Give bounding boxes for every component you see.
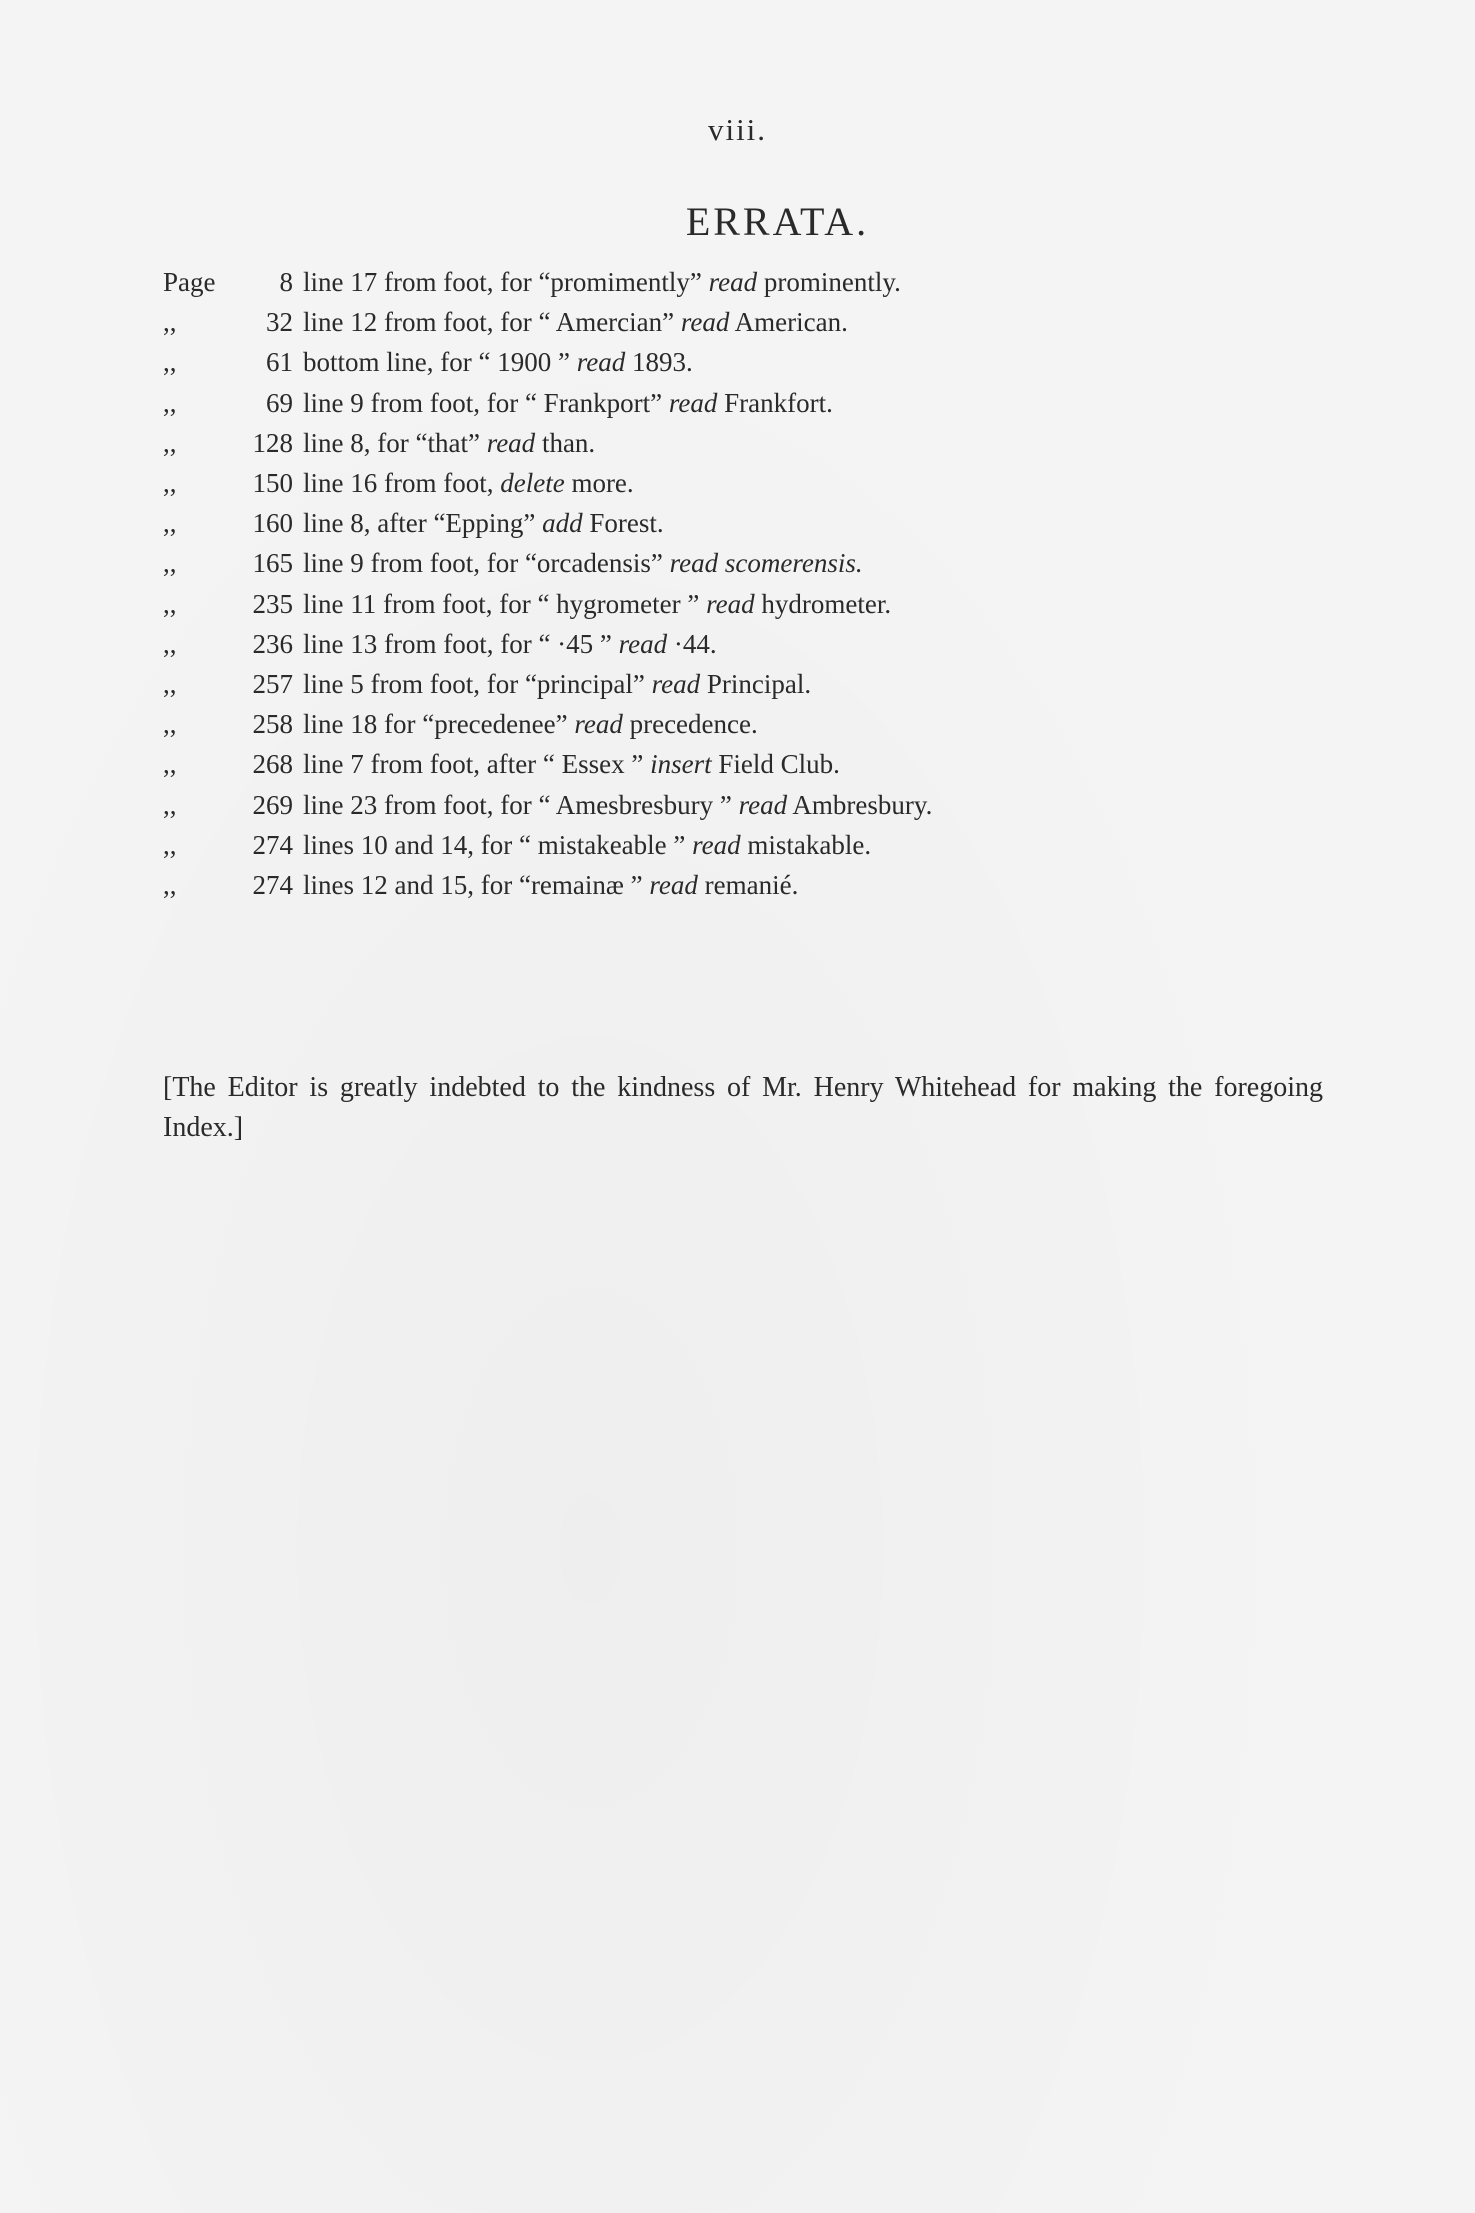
errata-entry (163, 342, 932, 382)
errata-entry (163, 664, 932, 704)
errata-entry (163, 785, 932, 825)
errata-page: 32 (266, 307, 293, 338)
errata-directive: read (576, 347, 626, 378)
errata-prefix: ,, (163, 709, 177, 740)
errata-list (163, 262, 932, 905)
errata-entry (163, 463, 932, 503)
errata-directive: read (692, 829, 741, 860)
errata-prefix: ,, (163, 508, 177, 539)
errata-text (303, 342, 693, 382)
errata-before: line 16 from foot, (303, 468, 501, 499)
errata-title: ERRATA. (685, 199, 870, 244)
errata-entry (163, 543, 932, 583)
errata-text (303, 302, 848, 342)
errata-entry (163, 704, 932, 744)
errata-before: bottom line, for “ 1900 ” (303, 347, 577, 378)
errata-page: 274 (252, 829, 293, 860)
errata-before: line 8, for “that” (303, 427, 487, 458)
errata-entry (163, 865, 932, 905)
errata-before: line 12 from foot, for “ Amercian” (303, 307, 681, 338)
errata-text (303, 543, 863, 583)
errata-text (303, 664, 811, 704)
errata-entry (163, 624, 932, 664)
errata-directive: read (680, 307, 730, 338)
errata-after: ·44. (667, 628, 717, 659)
errata-after: hydrometer. (754, 588, 892, 619)
errata-text (303, 865, 798, 905)
errata-text (303, 704, 758, 744)
errata-prefix: ,, (163, 387, 177, 418)
errata-before: line 8, after “Epping” (303, 508, 543, 539)
errata-entry (163, 383, 932, 423)
errata-text (303, 584, 891, 624)
errata-directive: read (574, 709, 623, 740)
errata-before: line 11 from foot, for “ hygrometer ” (303, 588, 707, 619)
errata-prefix: ,, (163, 548, 177, 579)
errata-entry (163, 584, 932, 624)
errata-before: line 13 from foot, for “ ·45 ” (303, 628, 619, 659)
errata-text (303, 785, 932, 825)
errata-prefix: ,, (163, 669, 177, 700)
errata-before: line 5 from foot, for “principal” (303, 669, 652, 700)
errata-prefix: ,, (163, 307, 177, 338)
errata-page: 61 (266, 347, 293, 378)
errata-prefix: ,, (163, 870, 177, 901)
errata-prefix: ,, (163, 628, 177, 659)
errata-directive: read (668, 387, 718, 418)
errata-page: 165 (252, 548, 293, 579)
errata-text (303, 463, 634, 503)
errata-prefix: Page (163, 267, 216, 297)
errata-prefix: ,, (163, 789, 177, 820)
errata-page: 150 (252, 468, 293, 499)
errata-entry (163, 302, 932, 342)
errata-page: 235 (252, 588, 293, 619)
errata-after: than. (535, 427, 596, 458)
page-number: viii. (707, 112, 768, 147)
errata-before: line 7 from foot, after “ Essex ” (303, 749, 651, 780)
errata-page: 274 (252, 870, 293, 901)
errata-after: Forest. (582, 508, 664, 539)
errata-directive: read (651, 669, 701, 700)
errata-page: 269 (252, 789, 293, 820)
errata-page: 128 (252, 427, 293, 458)
errata-entry (163, 825, 932, 865)
errata-entry (163, 744, 932, 784)
errata-page: 69 (266, 387, 293, 418)
errata-directive: read (649, 870, 698, 901)
errata-after: Field Club. (711, 749, 840, 780)
errata-after: American. (729, 307, 848, 338)
errata-directive: read (706, 588, 755, 619)
errata-before: line 17 from foot, for “promimently” (303, 267, 709, 297)
errata-directive: read (618, 628, 668, 659)
errata-directive: read scomerensis. (669, 548, 863, 579)
errata-prefix: ,, (163, 347, 177, 378)
errata-text (303, 624, 717, 664)
errata-before: line 23 from foot, for “ Amesbresbury ” (303, 789, 739, 820)
errata-after: Ambresbury. (787, 789, 933, 820)
errata-prefix: ,, (163, 749, 177, 780)
errata-after: 1893. (625, 347, 693, 378)
errata-page: 268 (252, 749, 293, 780)
errata-prefix: ,, (163, 468, 177, 499)
errata-after: remanié. (697, 870, 799, 901)
errata-prefix: ,, (163, 829, 177, 860)
errata-text (303, 744, 840, 784)
errata-after: precedence. (622, 709, 758, 740)
errata-after: more. (564, 468, 634, 499)
errata-text (303, 423, 595, 463)
errata-after: Frankfort. (717, 387, 833, 418)
errata-page: 8 (279, 267, 293, 297)
errata-before: lines 10 and 14, for “ mistakeable ” (303, 829, 693, 860)
errata-prefix: ,, (163, 588, 177, 619)
errata-before: line 9 from foot, for “orcadensis” (303, 548, 670, 579)
errata-prefix: ,, (163, 427, 177, 458)
errata-directive: delete (500, 468, 565, 499)
errata-page: 257 (252, 669, 293, 700)
errata-directive: add (542, 508, 583, 539)
errata-after: mistakable. (740, 829, 872, 860)
errata-page: 160 (252, 508, 293, 539)
errata-after: prominently. (757, 267, 901, 297)
errata-directive: insert (650, 749, 712, 780)
errata-directive: read (708, 267, 758, 297)
errata-entry (163, 423, 932, 463)
errata-text (303, 503, 664, 543)
errata-before: line 18 for “precedenee” (303, 709, 575, 740)
errata-entry (163, 262, 932, 302)
errata-text (303, 825, 871, 865)
errata-before: lines 12 and 15, for “remainæ ” (303, 870, 650, 901)
errata-page: 258 (252, 709, 293, 740)
errata-text (303, 383, 833, 423)
errata-after: Principal. (700, 669, 812, 700)
errata-before: line 9 from foot, for “ Frankport” (303, 387, 669, 418)
editor-note: [The Editor is greatly indebted to the kindness of Mr. Henry Whitehead for making the foregoing Index.] (163, 1072, 1323, 1143)
errata-directive: read (738, 789, 788, 820)
errata-text (303, 262, 901, 302)
errata-directive: read (486, 427, 536, 458)
errata-page: 236 (252, 628, 293, 659)
errata-entry (163, 503, 932, 543)
